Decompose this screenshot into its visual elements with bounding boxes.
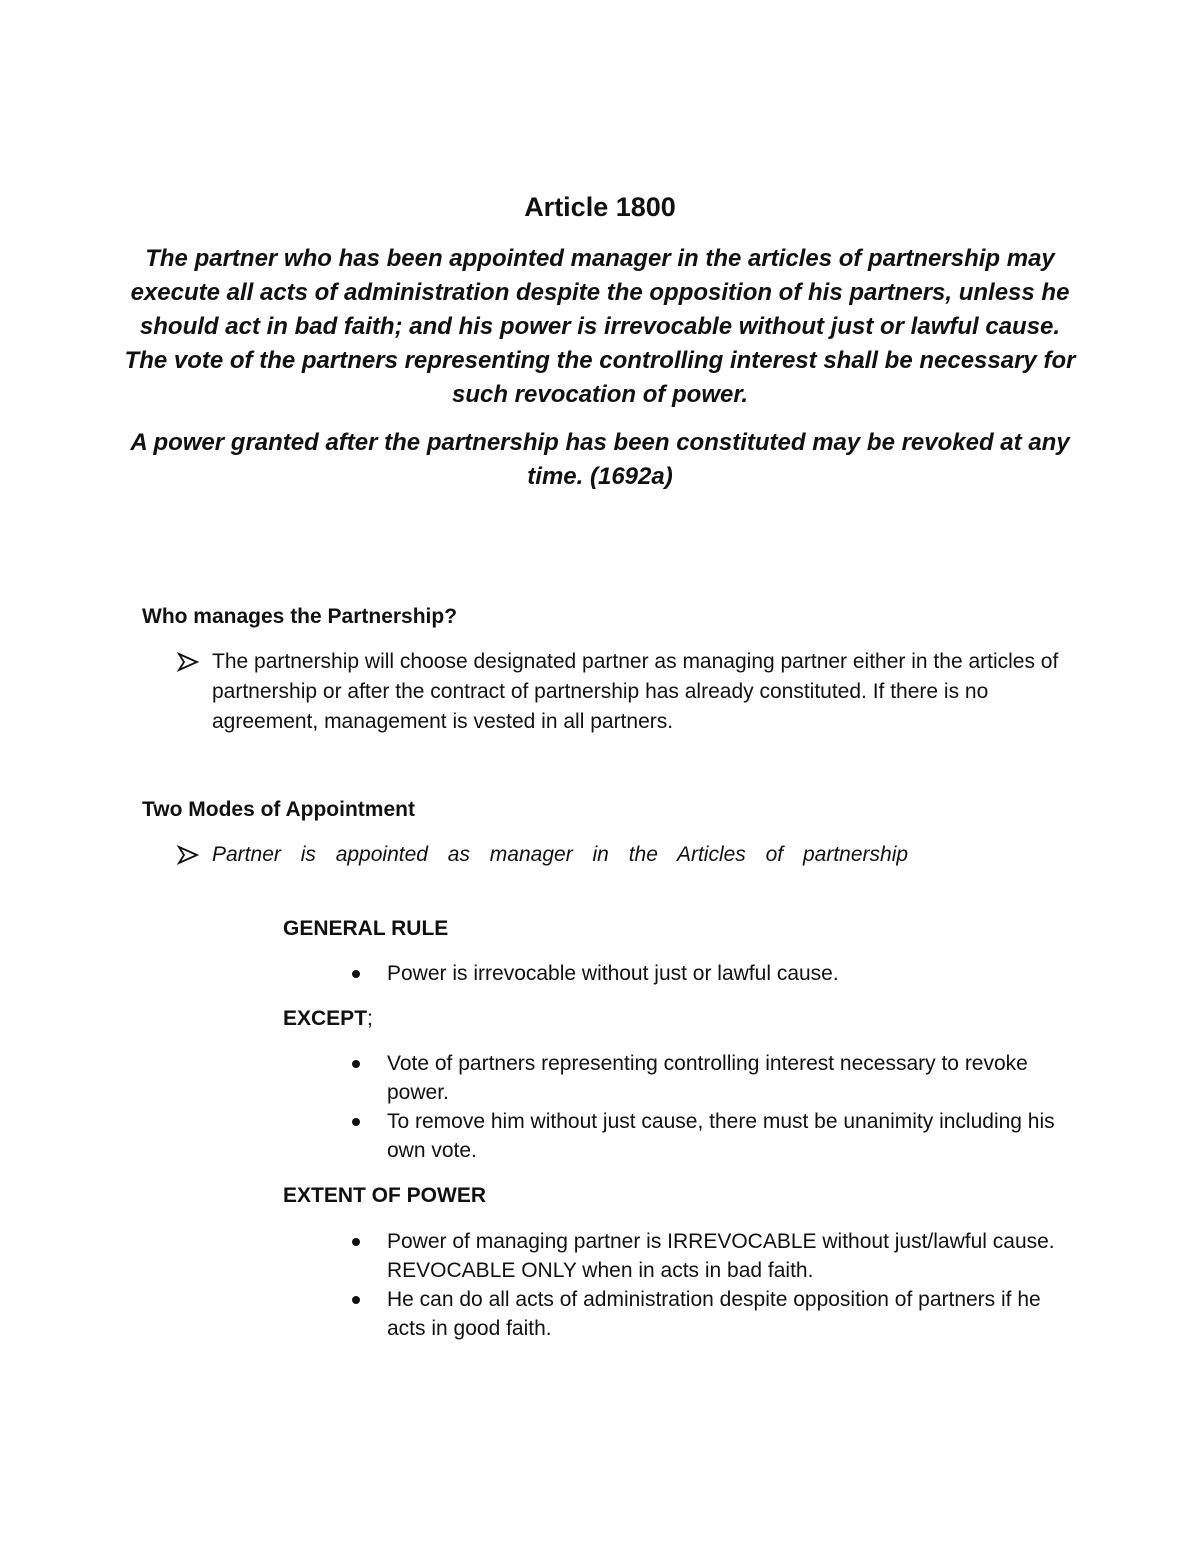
arrowhead-bullet-icon	[176, 647, 200, 677]
round-bullet-icon	[352, 1060, 360, 1068]
list-item-text: To remove him without just cause, there must be unanimity including his own vote.	[387, 1110, 1055, 1162]
list-item-text: Power of managing partner is IRREVOCABLE without just/lawful cause. REVOCABLE ONLY when in acts in bad faith.	[387, 1230, 1055, 1282]
list-item-text: Vote of partners representing controlling interest necessary to revoke power.	[387, 1052, 1028, 1104]
general-rule-list	[352, 959, 1072, 988]
list-item	[352, 1049, 1072, 1107]
article-title: Article 1800	[524, 192, 676, 222]
mode-item	[176, 840, 1076, 870]
round-bullet-icon	[352, 970, 360, 978]
who-manages-item	[176, 647, 1076, 737]
mode-item-text: Partner is appointed as manager in the Articles of partnership	[212, 843, 909, 866]
list-item	[352, 1285, 1072, 1343]
round-bullet-icon	[352, 1296, 360, 1304]
except-list	[352, 1049, 1072, 1165]
except-heading	[283, 1005, 373, 1033]
arrowhead-bullet-icon	[176, 840, 200, 870]
list-item-text: He can do all acts of administration despite opposition of partners if he acts in good faith.	[387, 1288, 1041, 1340]
list-item	[352, 1107, 1072, 1165]
who-manages-item-text: The partnership will choose designated partner as managing partner either in the articles of partnership or after the contract of partnership has already constituted. If there is no agreement, management is vested in all partners.	[212, 650, 1059, 733]
list-item	[352, 959, 1072, 988]
round-bullet-icon	[352, 1238, 360, 1246]
article-paragraph-2: A power granted after the partnership has been constituted may be revoked at any time. (1692a)	[130, 429, 1070, 490]
article-paragraph-1: The partner who has been appointed manager in the articles of partnership may execute all acts of administration despite the opposition of his partners, unless he should act in bad faith; and his power is irrevocable without just or lawful cause. The vote of the partners representing the controlling interest shall be necessary for such revocation of power.	[124, 245, 1076, 408]
except-heading-text: EXCEPT	[283, 1007, 368, 1030]
list-item-text: Power is irrevocable without just or lawful cause.	[387, 962, 839, 985]
extent-list	[352, 1227, 1072, 1343]
extent-heading: EXTENT OF POWER	[283, 1184, 487, 1207]
except-heading-punctuation: ;	[367, 1007, 373, 1030]
modes-heading: Two Modes of Appointment	[142, 798, 415, 821]
list-item	[352, 1227, 1072, 1285]
round-bullet-icon	[352, 1118, 360, 1126]
general-rule-heading: GENERAL RULE	[283, 917, 449, 940]
who-manages-heading: Who manages the Partnership?	[142, 605, 458, 628]
